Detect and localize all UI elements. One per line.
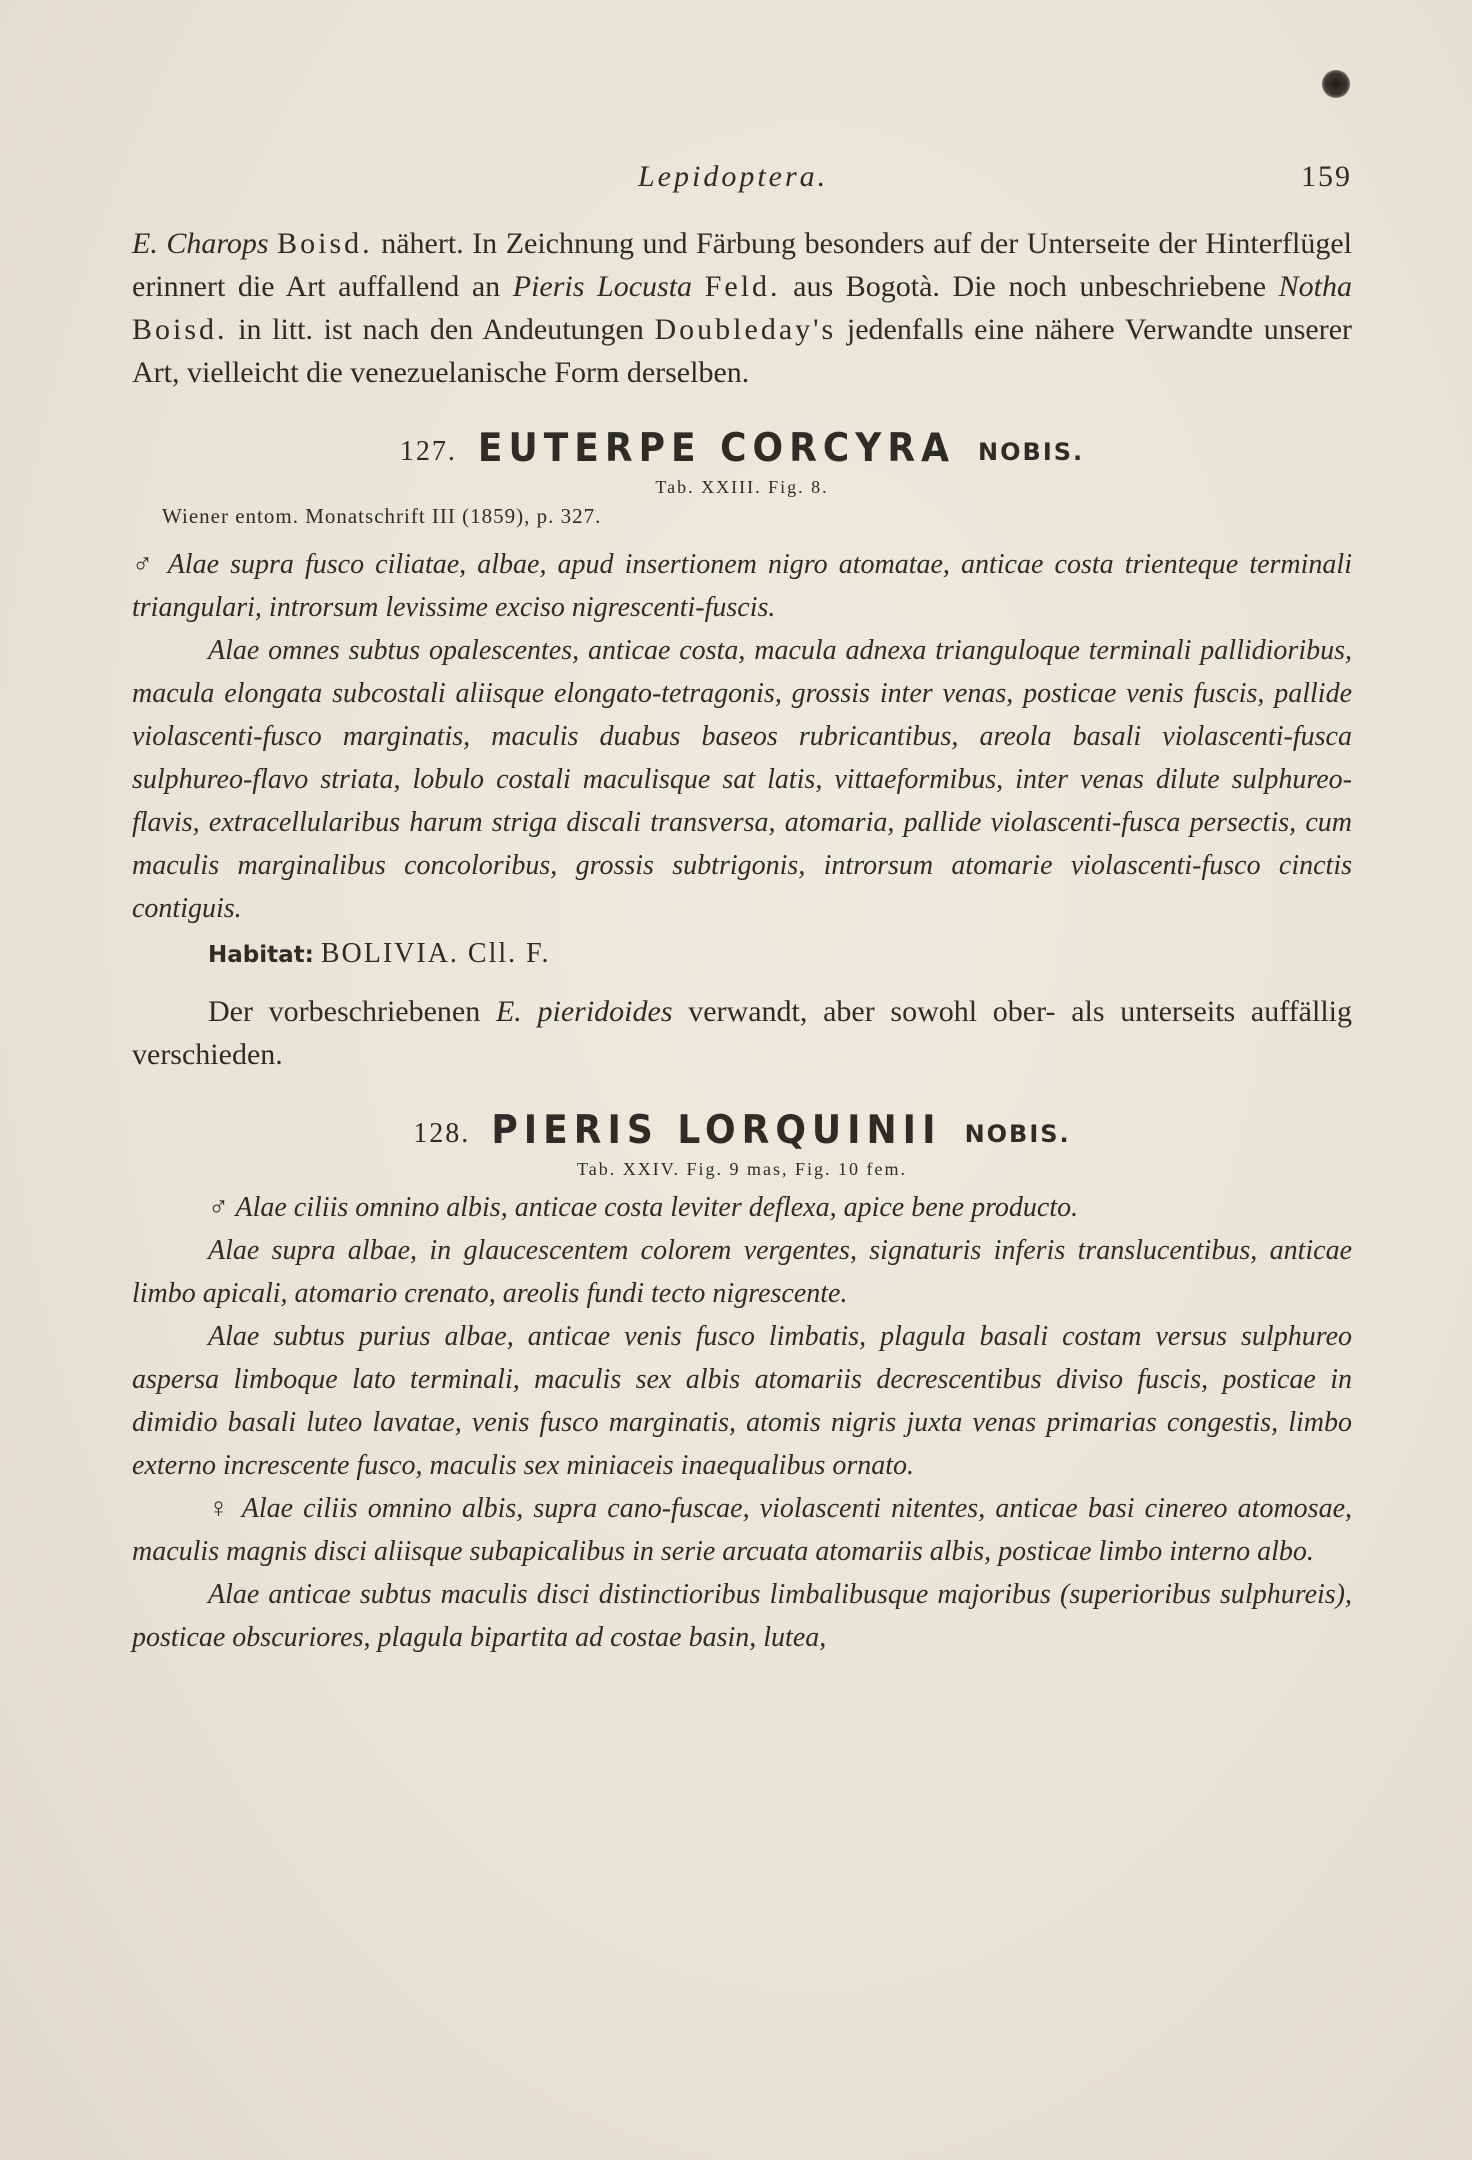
literature-reference: Wiener entom. Monatschrift III (1859), p. 327. <box>162 504 602 528</box>
species-number: 128. <box>413 1118 471 1149</box>
description-male-wings: ♂ Alae ciliis omnino albis, anticae costa leviter deflexa, apice bene producto. <box>208 1192 1079 1223</box>
page-number: 159 <box>1301 160 1352 193</box>
intro-species-2: Pieris Locusta <box>512 270 693 303</box>
remark-text-1: Der vorbeschriebenen <box>208 995 481 1028</box>
intro-text-3: in litt. ist nach den Andeutungen <box>238 313 644 346</box>
description-male-upper: Alae supra albae, in glaucescentem colorem vergentes, signaturis inferis translucentibus, anticae limbo apicali, atomario crenato, areolis fundi tecto nigrescente. <box>132 1235 1352 1309</box>
plate-reference: Tab. XXIII. Fig. 8. <box>655 477 829 497</box>
remark-text-2: verwandt, aber sowohl ober- als unterseits auffällig verschieden. <box>132 995 1353 1071</box>
description-female-under: Alae anticae subtus maculis disci distinctioribus limbalibusque majoribus (superioribus sulphureis), posticae obscuriores, plagula bipartita ad costae basin, lutea, <box>132 1579 1352 1653</box>
intro-species-3: Notha <box>1278 270 1352 303</box>
intro-paragraph <box>132 222 1352 394</box>
text-block <box>132 160 1352 1659</box>
plate-reference: Tab. XXIV. Fig. 9 mas, Fig. 10 fem. <box>577 1159 907 1179</box>
intro-author-4: Doubleday's <box>654 313 837 346</box>
species-heading-127 <box>132 425 1352 472</box>
remark-species: E. pieridoides <box>495 995 673 1028</box>
description-underside: Alae omnes subtus opalescentes, anticae costa, macula adnexa trianguloque terminali pallidioribus, macula elongata subcostali aliisque elongato-tetragonis, grossis inter venas, posticae venis fuscis, pallide violascenti-fusco marginatis, maculis duabus baseos rubricantibus, areola basali violascenti-fusca sulphureo-flavo striata, lobulo costali maculisque sat latis, vittaeformibus, inter venas dilute sulphureo-flavis, extracellularibus harum striga discali transversa, atomaria, pallide violascenti-fusca persectis, cum maculis marginalibus concoloribus, grossis subtrigonis, introrsum atomarie violascenti-fusco cinctis contiguis. <box>132 635 1352 924</box>
species-name: EUTERPE CORCYRA <box>477 425 955 472</box>
running-header <box>132 160 1352 194</box>
intro-text-2: aus Bogotà. Die noch unbeschriebene <box>793 270 1267 303</box>
intro-species: E. Charops <box>132 227 269 260</box>
species-name: PIERIS LORQUINII <box>491 1107 942 1154</box>
description-male-under: Alae subtus purius albae, anticae venis fusco limbatis, plagula basali costam versus sulphureo aspersa limboque lato terminali, maculis sex albis atomariis decrescentibus diviso fuscis, posticae in dimidio basali luteo lavatae, venis fusco marginatis, atomis nigris juxta venas primarias congestis, limbo externo increscente fusco, maculis sex miniaceis inaequalibus ornato. <box>132 1321 1352 1481</box>
intro-author: Boisd. <box>277 227 373 260</box>
remark-paragraph <box>132 990 1352 1076</box>
species-number: 127. <box>399 436 457 467</box>
intro-text-1: nähert. In Zeichnung und Färbung besonders auf der Unterseite der Hinterflügel erinnert die Art auffallend an <box>132 227 1353 303</box>
ink-spot <box>1322 70 1350 98</box>
intro-author-2: Feld. <box>704 270 781 303</box>
habitat-location: BOLIVIA. Cll. F. <box>320 938 551 969</box>
description-female-upper: ♀ Alae ciliis omnino albis, supra cano-fuscae, violascenti nitentes, anticae basi cinereo atomosae, maculis magnis disci aliisque subapicalibus in serie arcuata atomariis albis, posticae limbo interno albo. <box>132 1493 1352 1567</box>
intro-text-4: jedenfalls eine nähere Verwandte unserer Art, vielleicht die venezuelanische Form derselben. <box>132 313 1353 389</box>
description-male-upper: ♂ Alae supra fusco ciliatae, albae, apud insertionem nigro atomatae, anticae costa trienteque terminali triangulari, introrsum levissime exciso nigrescenti-fuscis. <box>132 549 1352 623</box>
habitat-line <box>208 938 1352 970</box>
species-heading-128 <box>132 1107 1352 1154</box>
running-title: Lepidoptera. <box>638 160 829 193</box>
intro-author-3: Boisd. <box>132 313 228 346</box>
species-author: NOBIS. <box>964 1120 1071 1148</box>
habitat-label: Habitat: <box>208 942 314 968</box>
species-author: NOBIS. <box>978 438 1085 466</box>
